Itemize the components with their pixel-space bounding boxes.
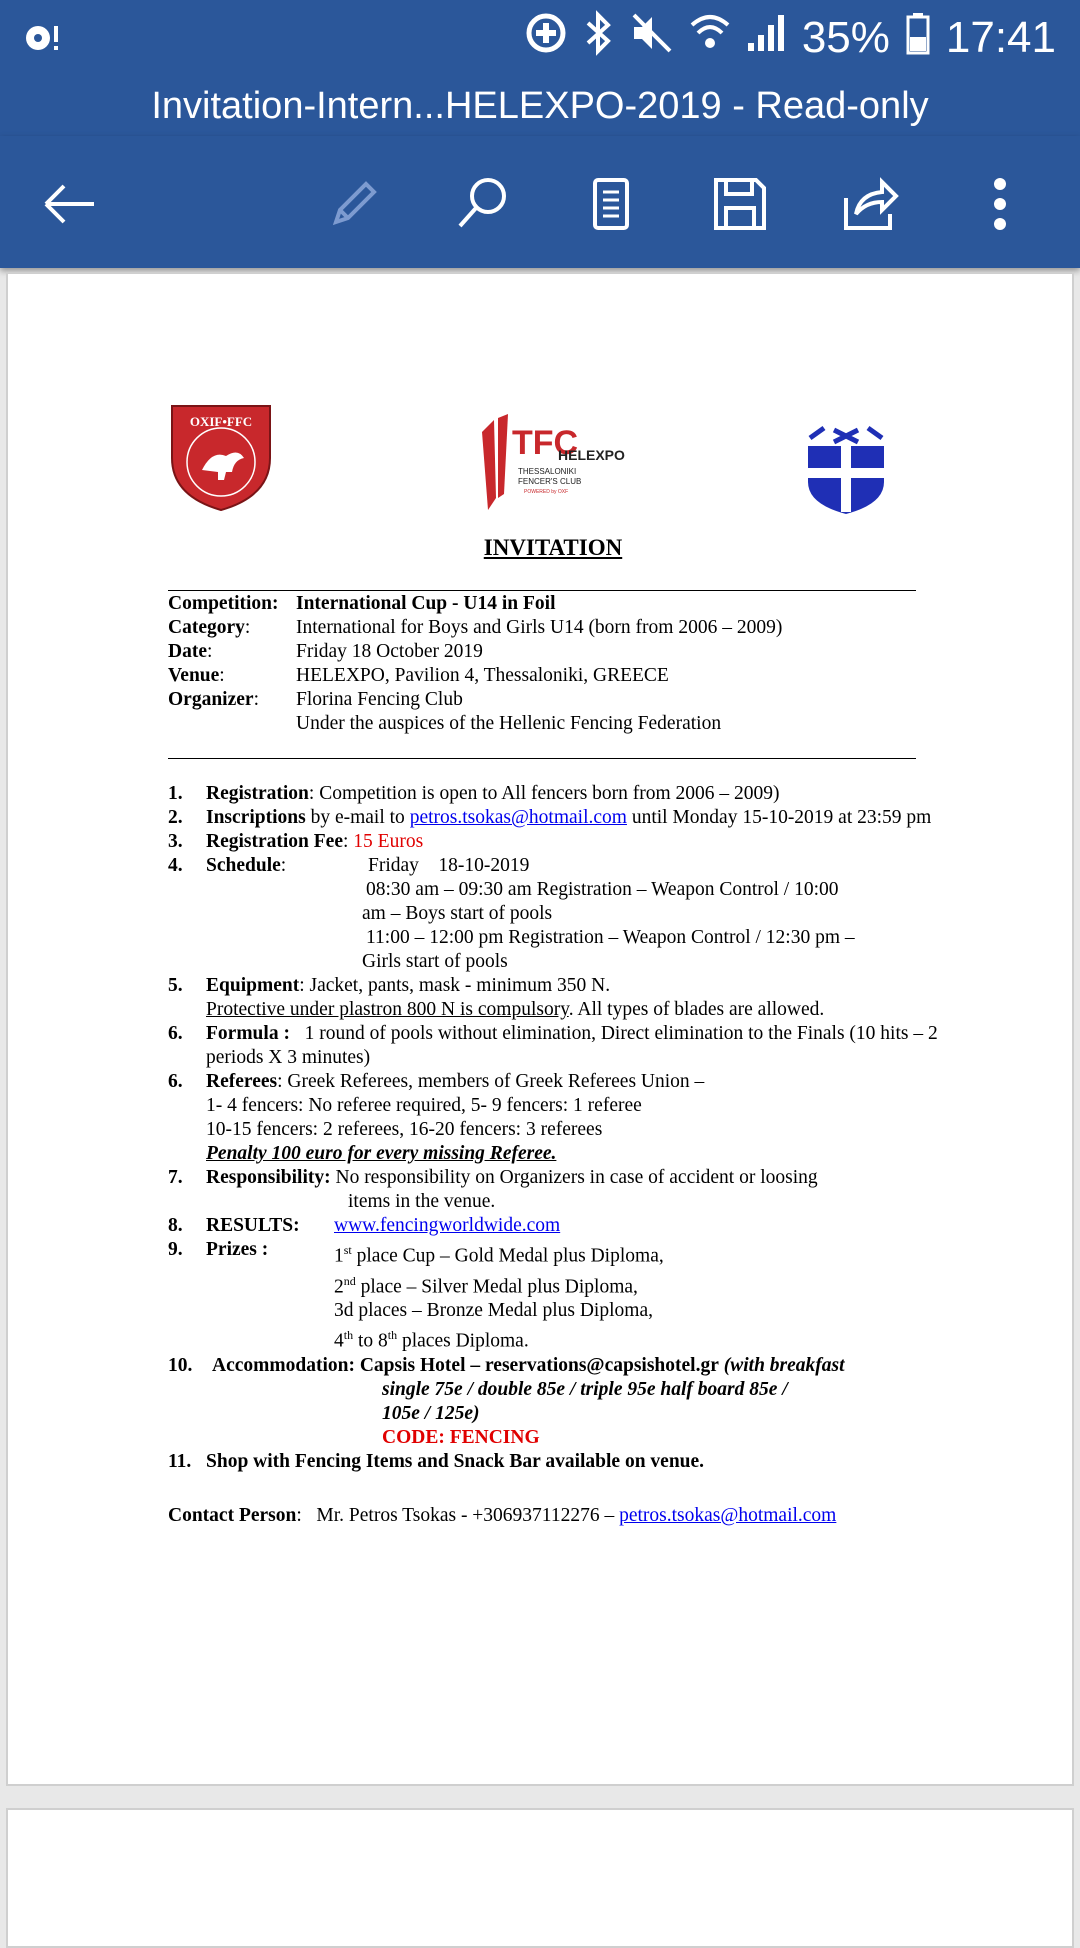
save-icon [710,174,770,234]
item-registration-fee: 3. Registration Fee: 15 Euros [168,831,424,852]
results-website-link[interactable]: www.fencingworldwide.com [334,1215,561,1236]
item-accommodation: 10. Accommodation: Capsis Hotel – reservations@capsishotel.gr (with breakfast single 75e / double 85e / triple 95e half board 85e / 105e / 125e) CODE: FENCING [168,1354,845,1448]
back-button[interactable] [30,164,110,244]
item-schedule: 4. Schedule: Friday 18-10-2019 08:30 am – 09:30 am Registration – Weapon Control / 10:00 am – Boys start of pools 11:00 – 12:00 pm Registration – Weapon Control / 12:30 pm – Girls start of pools [168,855,855,972]
logo-tfc-text: TFC [512,424,579,462]
detail-category: Category: International for Boys and Girls U14 (born from 2006 – 2009) [168,617,783,638]
item-inscriptions: 2. Inscriptions by e-mail to petros.tsokas@hotmail.com until Monday 15-10-2019 at 23:59 pm [168,807,932,828]
search-button[interactable] [442,164,522,244]
bottom-divider [168,758,916,759]
more-options-icon [990,174,1010,234]
item-referees: 6. Referees: Greek Referees, members of Greek Referees Union – 1- 4 fencers: No referee required, 5- 9 fencers: 1 referee 10-15 fencers: 2 referees, 16-20 fencers: 3 referees Penalty 100 euro for every missing Referee. [168,1071,705,1164]
status-bar [0,0,1080,76]
item-responsibility: 7. Responsibility: No responsibility on Organizers in case of accident or loosing items in the venue. [168,1167,818,1212]
mute-icon [630,11,674,66]
logo-top-text: OXIF•FFC [189,414,253,429]
item-shop: 11. Shop with Fencing Items and Snack Bar available on venue. [168,1450,705,1472]
reading-view-icon [581,174,641,234]
battery-percent: 35% [801,13,890,62]
back-arrow-icon [40,174,100,234]
next-document-page[interactable] [6,1808,1074,1948]
detail-venue: Venue: HELEXPO, Pavilion 4, Thessaloniki, GREECE [168,665,669,686]
more-options-button[interactable] [960,164,1040,244]
logo-line1: THESSALONIKI [518,467,577,476]
top-divider [168,590,916,591]
hellenic-fencing-federation-logo [804,422,888,523]
detail-auspices: Under the auspices of the Hellenic Fencing Federation [296,713,722,734]
document-page[interactable] [6,272,1074,1786]
save-button[interactable] [700,164,780,244]
battery-icon [906,11,930,66]
edit-button[interactable] [314,164,394,244]
share-button[interactable] [830,164,910,244]
item-formula: 6. Formula : 1 round of pools without elimination, Direct elimination to the Finals (10 hits – 2 periods X 3 minutes) [168,1023,943,1068]
logo-line3: POWERED by OXF [524,489,569,495]
logo-helexpo-text: HELEXPO [558,447,625,463]
sync-notification-icon [22,18,62,58]
logo-line2: FENCER'S CLUB [518,477,582,486]
search-icon [452,174,512,234]
item-registration: 1. Registration: Competition is open to All fencers born from 2006 – 2009) [168,783,780,804]
detail-organizer: Organizer: Florina Fencing Club [168,689,463,710]
clock: 17:41 [945,13,1056,62]
item-prizes: 9. Prizes : 1st place Cup – Gold Medal plus Diploma, 2nd place – Silver Medal plus Diploma, 3d places – Bronze Medal plus Diploma, 4th to 8th places Diploma. [168,1239,664,1352]
reading-view-button[interactable] [571,164,651,244]
item-results: 8. RESULTS: www.fencingworldwide.com [168,1215,561,1236]
inscriptions-email-link[interactable]: petros.tsokas@hotmail.com [409,807,627,828]
contact-person: Contact Person: Mr. Petros Tsokas - +306937112276 – petros.tsokas@hotmail.com [168,1505,837,1526]
pencil-icon [324,174,384,234]
bluetooth-icon [584,11,614,66]
signal-icon [746,11,786,66]
wifi-icon [690,11,730,66]
app-toolbar [0,136,1080,268]
data-saver-icon [524,11,568,66]
detail-date: Date: Friday 18 October 2019 [168,641,483,662]
competition-details [168,592,938,736]
invitation-items [168,782,943,1474]
tfc-helexpo-logo [478,414,625,521]
florina-fencing-club-logo [168,400,274,519]
invitation-heading: INVITATION [483,535,623,560]
document-title: Invitation-Intern...HELEXPO-2019 - Read-only [0,76,1080,136]
share-icon [840,174,900,234]
detail-competition: Competition: International Cup - U14 in Foil [168,593,556,614]
item-equipment: 5. Equipment: Jacket, pants, mask - minimum 350 N. Protective under plastron 800 N is compulsory. All types of blades are allowed. [168,975,825,1020]
contact-email-link[interactable]: petros.tsokas@hotmail.com [619,1505,837,1526]
